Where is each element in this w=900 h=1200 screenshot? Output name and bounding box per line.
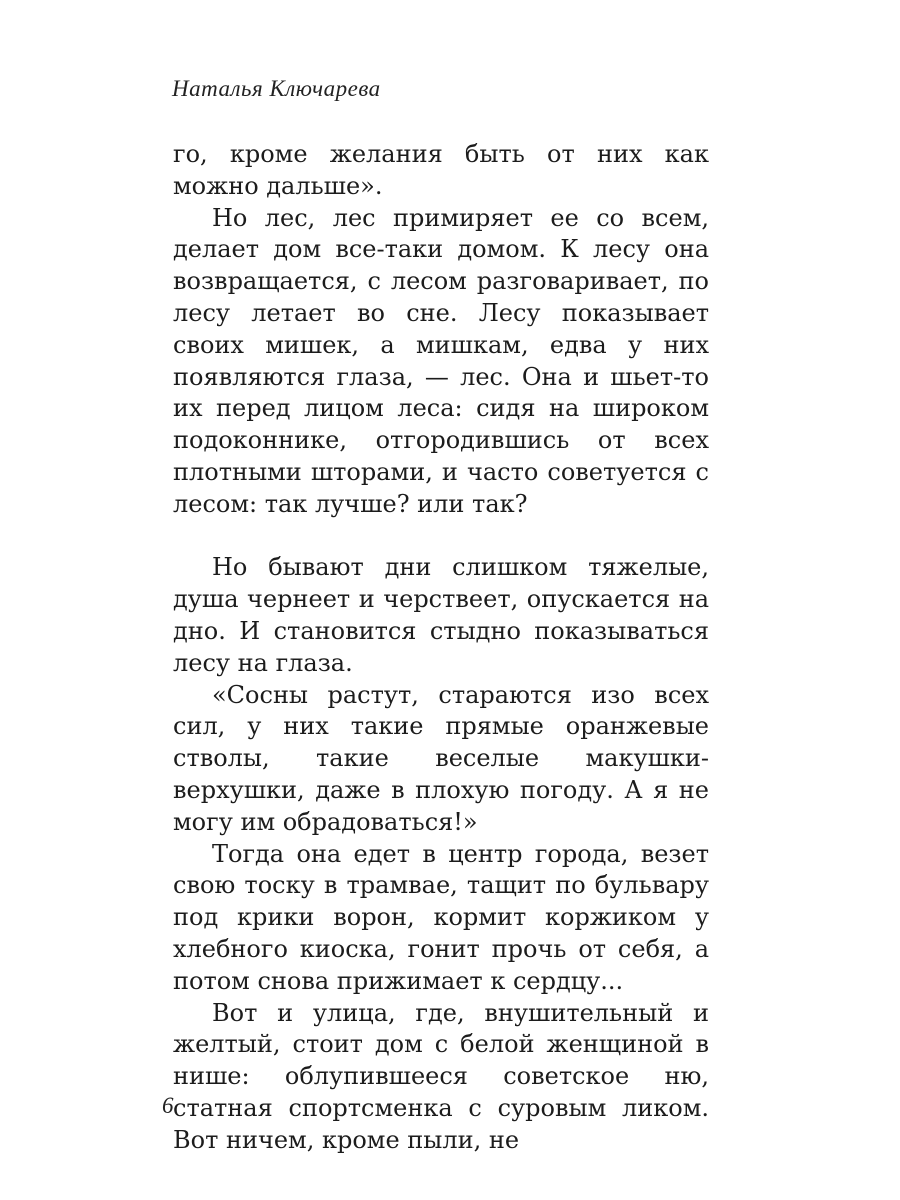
running-header-author: Наталья Ключарева	[172, 76, 381, 101]
body-text	[173, 139, 709, 1157]
paragraph-3: Но бывают дни слишком тяжелые, душа чернеет и черствеет, опускается на дно. И становится стыдно показываться лесу на глаза.	[173, 553, 709, 677]
paragraph-5: Тогда она едет в центр города, везет свою тоску в трамвае, тащит по бульвару под крики ворон, кормит коржиком у хлебного киоска, гонит прочь от себя, а потом снова прижимает к сердцу...	[173, 839, 709, 995]
paragraph-4: «Сосны растут, стараются изо всех сил, у них такие прямые оранжевые стволы, такие веселые макушки-верхушки, даже в плохую погоду. А я не могу им обрадоваться!»	[173, 680, 709, 836]
paragraph-2: Но лес, лес примиряет ее со всем, делает дом все-таки домом. К лесу она возвращается, с лесом разговаривает, по лесу летает во сне. Лесу показывает своих мишек, а мишкам, едва у них появляются глаза, — лес. Она и шьет-то их перед лицом леса: сидя на широком подоконнике, отгородившись от всех плотными шторами, и часто советуется с лесом: так лучше? или так?	[173, 203, 709, 518]
section-break	[173, 521, 709, 553]
paragraph-6: Вот и улица, где, внушительный и желтый, стоит дом с белой женщиной в нише: облупившееся советское ню, статная спортсменка с суровым ликом. Вот ничем, кроме пыли, не	[173, 998, 709, 1154]
page-number: 6	[162, 1093, 174, 1118]
paragraph-1: го, кроме желания быть от них как можно дальше».	[173, 140, 709, 200]
